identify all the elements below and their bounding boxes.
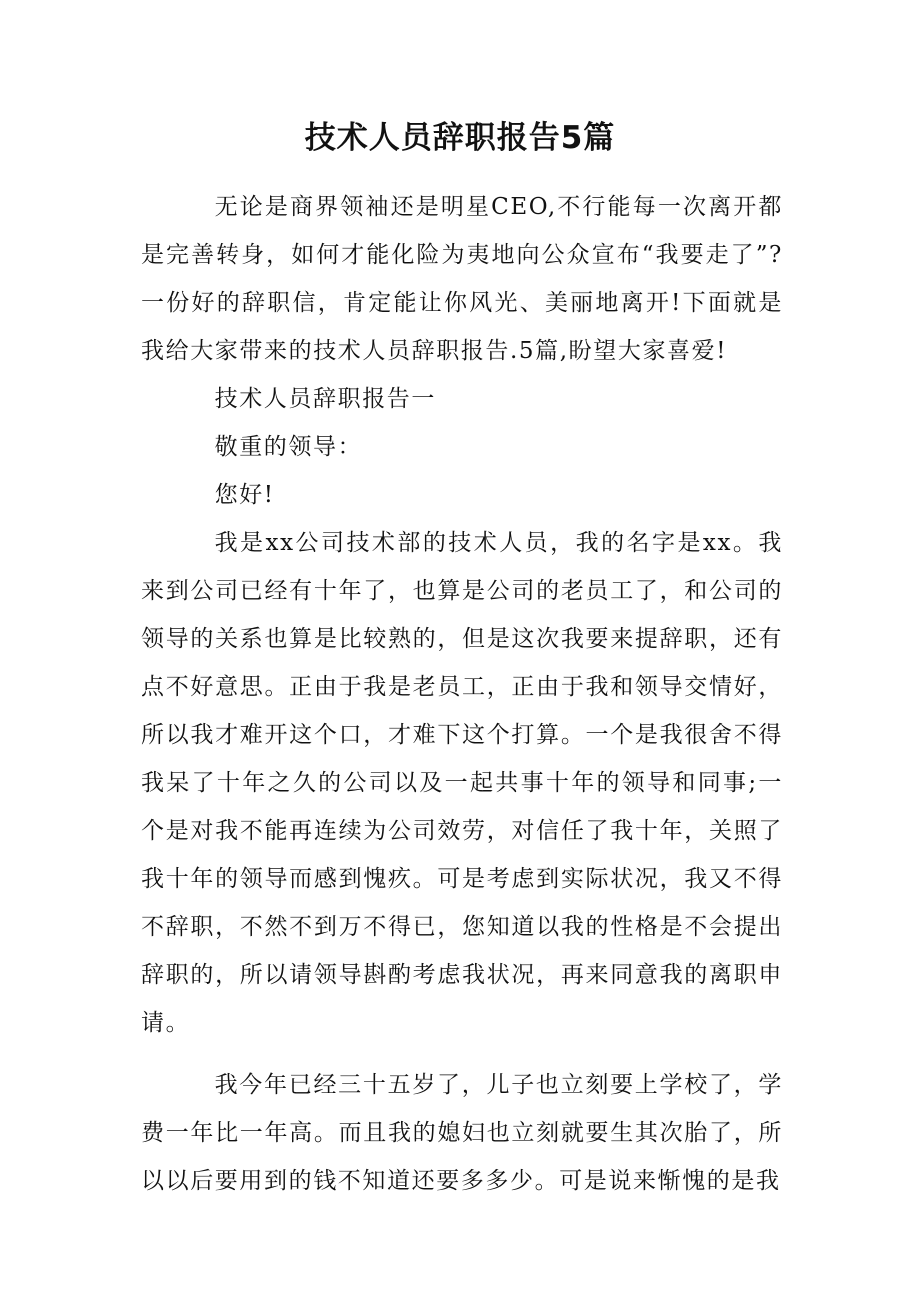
body-paragraph: 我今年已经三十五岁了，儿子也立刻要上学校了，学费一年比一年高。而且我的媳妇也立刻就要生其次胎了，所以以后要用到的钱不知道还要多多少。可是说来惭愧的是我 bbox=[141, 1072, 783, 1194]
body-paragraph: 我是xx公司技术部的技术人员，我的名字是xx。我来到公司已经有十年了，也算是公司的老员工了，和公司的领导的关系也算是比较熟的，但是这次我要来提辞职，还有点不好意思。正由于我是老员工，正由于我和领导交情好，所以我才难开这个口，才难下这个打算。一个是我很舍不得我呆了十年之久的公司以及一起共事十年的领导和同事;一个是对我不能再连续为公司效劳，对信任了我十年，关照了我十年的领导而感到愧疚。可是考虑到实际状况，我又不得不辞职，不然不到万不得已，您知道以我的性格是不会提出辞职的，所以请领导斟酌考虑我状况，再来同意我的离职申请。 bbox=[141, 530, 783, 1036]
greeting: 您好! bbox=[214, 482, 275, 508]
salutation: 敬重的领导： bbox=[214, 434, 363, 460]
section-heading: 技术人员辞职报告一 bbox=[214, 386, 436, 412]
intro-paragraph: 无论是商界领袖还是明星CEO,不行能每一次离开都是完善转身，如何才能化险为夷地向公众宣布“我要走了”?一份好的辞职信，肯定能让你风光、美丽地离开!下面就是我给大家带来的技术人员辞职报告.5篇,盼望大家喜爱! bbox=[141, 194, 783, 364]
document-title: 技术人员辞职报告5篇 bbox=[304, 120, 616, 156]
document-body bbox=[141, 183, 783, 1205]
